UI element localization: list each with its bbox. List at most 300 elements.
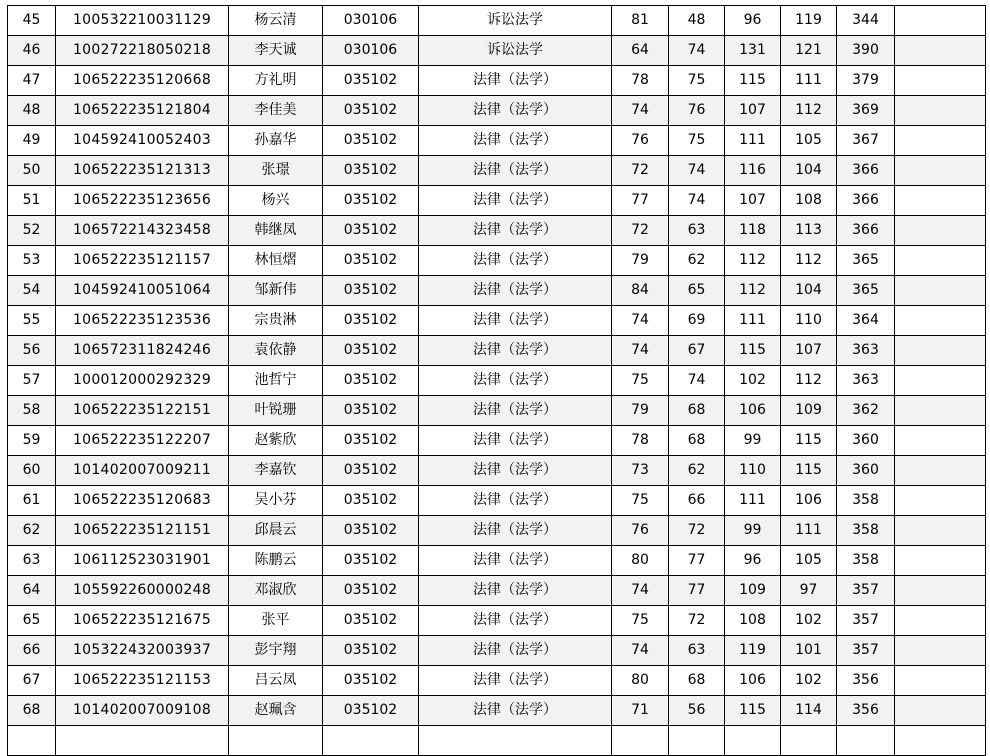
major-name-cell — [419, 726, 612, 756]
politics-score-cell: 75 — [612, 486, 669, 516]
row-index-cell: 59 — [8, 426, 56, 456]
subject-one-score-cell: 115 — [725, 336, 781, 366]
student-name-cell: 叶锐珊 — [229, 396, 323, 426]
foreign-language-score-cell: 65 — [669, 276, 725, 306]
major-name-cell: 法律（法学） — [419, 696, 612, 726]
total-score-cell: 358 — [837, 546, 895, 576]
politics-score-cell: 77 — [612, 186, 669, 216]
row-index-cell: 60 — [8, 456, 56, 486]
total-score-cell: 356 — [837, 696, 895, 726]
row-index-cell: 52 — [8, 216, 56, 246]
student-name-cell: 赵紫欣 — [229, 426, 323, 456]
student-name-cell: 袁依静 — [229, 336, 323, 366]
subject-two-score-cell: 104 — [781, 276, 837, 306]
politics-score-cell: 79 — [612, 246, 669, 276]
row-index-cell: 50 — [8, 156, 56, 186]
major-code-cell: 035102 — [323, 606, 419, 636]
foreign-language-score-cell: 62 — [669, 456, 725, 486]
major-code-cell: 035102 — [323, 96, 419, 126]
table-row — [8, 726, 986, 756]
student-name-cell: 吴小芬 — [229, 486, 323, 516]
remark-cell — [895, 246, 986, 276]
subject-one-score-cell: 106 — [725, 396, 781, 426]
major-name-cell: 法律（法学） — [419, 456, 612, 486]
foreign-language-score-cell: 62 — [669, 246, 725, 276]
student-name-cell: 宗贵淋 — [229, 306, 323, 336]
ticket-number-cell: 105322432003937 — [56, 636, 229, 666]
student-name-cell: 杨兴 — [229, 186, 323, 216]
remark-cell — [895, 216, 986, 246]
total-score-cell — [837, 726, 895, 756]
politics-score-cell: 76 — [612, 126, 669, 156]
row-index-cell: 63 — [8, 546, 56, 576]
table-row — [8, 96, 986, 126]
major-name-cell: 法律（法学） — [419, 636, 612, 666]
major-name-cell: 法律（法学） — [419, 426, 612, 456]
foreign-language-score-cell: 66 — [669, 486, 725, 516]
major-code-cell: 035102 — [323, 426, 419, 456]
subject-two-score-cell: 115 — [781, 456, 837, 486]
student-name-cell: 赵珮含 — [229, 696, 323, 726]
subject-one-score-cell: 106 — [725, 666, 781, 696]
major-name-cell: 法律（法学） — [419, 606, 612, 636]
foreign-language-score-cell: 74 — [669, 36, 725, 66]
major-code-cell: 035102 — [323, 486, 419, 516]
ticket-number-cell: 106522235120668 — [56, 66, 229, 96]
major-code-cell: 035102 — [323, 516, 419, 546]
ticket-number-cell: 106522235121675 — [56, 606, 229, 636]
major-name-cell: 法律（法学） — [419, 246, 612, 276]
politics-score-cell: 64 — [612, 36, 669, 66]
major-name-cell: 法律（法学） — [419, 486, 612, 516]
table-row — [8, 456, 986, 486]
table-row — [8, 516, 986, 546]
major-code-cell: 030106 — [323, 6, 419, 36]
ticket-number-cell: 104592410052403 — [56, 126, 229, 156]
student-name-cell: 张璟 — [229, 156, 323, 186]
major-code-cell: 035102 — [323, 396, 419, 426]
total-score-cell: 366 — [837, 216, 895, 246]
foreign-language-score-cell: 74 — [669, 186, 725, 216]
remark-cell — [895, 546, 986, 576]
subject-two-score-cell: 101 — [781, 636, 837, 666]
foreign-language-score-cell: 69 — [669, 306, 725, 336]
student-name-cell: 吕云凤 — [229, 666, 323, 696]
ticket-number-cell: 106522235121151 — [56, 516, 229, 546]
subject-two-score-cell: 107 — [781, 336, 837, 366]
student-name-cell: 彭宇翔 — [229, 636, 323, 666]
politics-score-cell: 75 — [612, 606, 669, 636]
table-row — [8, 66, 986, 96]
subject-one-score-cell: 112 — [725, 246, 781, 276]
subject-one-score-cell: 112 — [725, 276, 781, 306]
politics-score-cell: 84 — [612, 276, 669, 306]
major-code-cell: 035102 — [323, 456, 419, 486]
ticket-number-cell: 106522235123656 — [56, 186, 229, 216]
foreign-language-score-cell: 72 — [669, 516, 725, 546]
foreign-language-score-cell: 74 — [669, 156, 725, 186]
foreign-language-score-cell: 68 — [669, 426, 725, 456]
major-name-cell: 法律（法学） — [419, 336, 612, 366]
subject-one-score-cell: 111 — [725, 126, 781, 156]
foreign-language-score-cell: 76 — [669, 96, 725, 126]
subject-two-score-cell: 102 — [781, 666, 837, 696]
subject-two-score-cell: 104 — [781, 156, 837, 186]
major-code-cell: 035102 — [323, 306, 419, 336]
total-score-cell: 366 — [837, 186, 895, 216]
foreign-language-score-cell: 77 — [669, 546, 725, 576]
foreign-language-score-cell: 74 — [669, 366, 725, 396]
row-index-cell: 64 — [8, 576, 56, 606]
remark-cell — [895, 606, 986, 636]
politics-score-cell: 74 — [612, 306, 669, 336]
subject-one-score-cell: 110 — [725, 456, 781, 486]
politics-score-cell: 78 — [612, 426, 669, 456]
remark-cell — [895, 696, 986, 726]
major-code-cell: 030106 — [323, 36, 419, 66]
politics-score-cell: 79 — [612, 396, 669, 426]
politics-score-cell: 74 — [612, 576, 669, 606]
total-score-cell: 365 — [837, 276, 895, 306]
major-name-cell: 法律（法学） — [419, 396, 612, 426]
remark-cell — [895, 36, 986, 66]
remark-cell — [895, 66, 986, 96]
politics-score-cell: 78 — [612, 66, 669, 96]
total-score-cell: 390 — [837, 36, 895, 66]
remark-cell — [895, 6, 986, 36]
row-index-cell: 48 — [8, 96, 56, 126]
foreign-language-score-cell: 63 — [669, 636, 725, 666]
row-index-cell: 51 — [8, 186, 56, 216]
politics-score-cell: 80 — [612, 546, 669, 576]
major-name-cell: 法律（法学） — [419, 96, 612, 126]
ticket-number-cell: 106522235120683 — [56, 486, 229, 516]
major-name-cell: 法律（法学） — [419, 66, 612, 96]
remark-cell — [895, 636, 986, 666]
subject-two-score-cell: 102 — [781, 606, 837, 636]
ticket-number-cell: 106522235121157 — [56, 246, 229, 276]
table-row — [8, 606, 986, 636]
major-name-cell: 法律（法学） — [419, 546, 612, 576]
table-row — [8, 36, 986, 66]
student-name-cell: 邱晨云 — [229, 516, 323, 546]
politics-score-cell: 72 — [612, 216, 669, 246]
subject-one-score-cell: 99 — [725, 426, 781, 456]
ticket-number-cell: 106522235122151 — [56, 396, 229, 426]
student-name-cell: 张平 — [229, 606, 323, 636]
major-code-cell: 035102 — [323, 216, 419, 246]
total-score-cell: 363 — [837, 366, 895, 396]
foreign-language-score-cell: 67 — [669, 336, 725, 366]
subject-two-score-cell: 115 — [781, 426, 837, 456]
table-row — [8, 696, 986, 726]
subject-two-score-cell: 97 — [781, 576, 837, 606]
remark-cell — [895, 306, 986, 336]
ticket-number-cell: 106522235121153 — [56, 666, 229, 696]
major-code-cell: 035102 — [323, 156, 419, 186]
subject-one-score-cell: 111 — [725, 306, 781, 336]
row-index-cell: 61 — [8, 486, 56, 516]
politics-score-cell: 76 — [612, 516, 669, 546]
subject-one-score-cell — [725, 726, 781, 756]
subject-two-score-cell: 106 — [781, 486, 837, 516]
ticket-number-cell: 100012000292329 — [56, 366, 229, 396]
total-score-cell: 358 — [837, 516, 895, 546]
remark-cell — [895, 426, 986, 456]
subject-two-score-cell: 112 — [781, 96, 837, 126]
table-row — [8, 306, 986, 336]
student-name-cell: 杨云清 — [229, 6, 323, 36]
table-row — [8, 366, 986, 396]
major-name-cell: 法律（法学） — [419, 126, 612, 156]
table-row — [8, 336, 986, 366]
major-name-cell: 法律（法学） — [419, 216, 612, 246]
subject-two-score-cell: 108 — [781, 186, 837, 216]
foreign-language-score-cell: 75 — [669, 66, 725, 96]
subject-two-score-cell: 112 — [781, 366, 837, 396]
major-name-cell: 法律（法学） — [419, 516, 612, 546]
remark-cell — [895, 666, 986, 696]
student-name-cell: 邹新伟 — [229, 276, 323, 306]
total-score-cell: 362 — [837, 396, 895, 426]
total-score-cell: 363 — [837, 336, 895, 366]
politics-score-cell: 74 — [612, 636, 669, 666]
subject-two-score-cell: 105 — [781, 546, 837, 576]
table-row — [8, 246, 986, 276]
student-name-cell: 孙嘉华 — [229, 126, 323, 156]
ticket-number-cell: 100272218050218 — [56, 36, 229, 66]
table-row — [8, 486, 986, 516]
total-score-cell: 360 — [837, 426, 895, 456]
row-index-cell: 65 — [8, 606, 56, 636]
table-row — [8, 396, 986, 426]
remark-cell — [895, 486, 986, 516]
major-code-cell: 035102 — [323, 366, 419, 396]
subject-one-score-cell: 115 — [725, 66, 781, 96]
row-index-cell: 67 — [8, 666, 56, 696]
foreign-language-score-cell: 56 — [669, 696, 725, 726]
major-code-cell: 035102 — [323, 186, 419, 216]
table-row — [8, 426, 986, 456]
foreign-language-score-cell: 68 — [669, 396, 725, 426]
foreign-language-score-cell — [669, 726, 725, 756]
ticket-number-cell: 101402007009108 — [56, 696, 229, 726]
subject-one-score-cell: 108 — [725, 606, 781, 636]
ticket-number-cell: 104592410051064 — [56, 276, 229, 306]
student-name-cell: 邓淑欣 — [229, 576, 323, 606]
ticket-number-cell: 106522235121804 — [56, 96, 229, 126]
politics-score-cell: 75 — [612, 366, 669, 396]
foreign-language-score-cell: 63 — [669, 216, 725, 246]
total-score-cell: 344 — [837, 6, 895, 36]
row-index-cell — [8, 726, 56, 756]
subject-one-score-cell: 111 — [725, 486, 781, 516]
row-index-cell: 49 — [8, 126, 56, 156]
subject-two-score-cell: 111 — [781, 66, 837, 96]
politics-score-cell: 73 — [612, 456, 669, 486]
foreign-language-score-cell: 68 — [669, 666, 725, 696]
subject-two-score-cell: 112 — [781, 246, 837, 276]
politics-score-cell — [612, 726, 669, 756]
politics-score-cell: 71 — [612, 696, 669, 726]
student-name-cell: 李天诚 — [229, 36, 323, 66]
row-index-cell: 58 — [8, 396, 56, 426]
total-score-cell: 357 — [837, 576, 895, 606]
subject-one-score-cell: 109 — [725, 576, 781, 606]
subject-two-score-cell: 113 — [781, 216, 837, 246]
subject-one-score-cell: 99 — [725, 516, 781, 546]
remark-cell — [895, 726, 986, 756]
table-row — [8, 576, 986, 606]
table-row — [8, 126, 986, 156]
ticket-number-cell: 106572214323458 — [56, 216, 229, 246]
subject-two-score-cell: 114 — [781, 696, 837, 726]
major-code-cell: 035102 — [323, 246, 419, 276]
remark-cell — [895, 576, 986, 606]
major-name-cell: 诉讼法学 — [419, 36, 612, 66]
remark-cell — [895, 126, 986, 156]
politics-score-cell: 81 — [612, 6, 669, 36]
subject-one-score-cell: 107 — [725, 186, 781, 216]
student-name-cell: 池哲宁 — [229, 366, 323, 396]
total-score-cell: 379 — [837, 66, 895, 96]
table-row — [8, 186, 986, 216]
ticket-number-cell: 106522235123536 — [56, 306, 229, 336]
row-index-cell: 55 — [8, 306, 56, 336]
student-name-cell: 林恒熠 — [229, 246, 323, 276]
ticket-number-cell — [56, 726, 229, 756]
total-score-cell: 357 — [837, 606, 895, 636]
ticket-number-cell: 106572311824246 — [56, 336, 229, 366]
remark-cell — [895, 186, 986, 216]
remark-cell — [895, 516, 986, 546]
subject-two-score-cell: 121 — [781, 36, 837, 66]
major-name-cell: 法律（法学） — [419, 576, 612, 606]
table-row — [8, 6, 986, 36]
remark-cell — [895, 396, 986, 426]
student-name-cell: 陈鹏云 — [229, 546, 323, 576]
table-row — [8, 156, 986, 186]
major-code-cell: 035102 — [323, 636, 419, 666]
foreign-language-score-cell: 75 — [669, 126, 725, 156]
foreign-language-score-cell: 77 — [669, 576, 725, 606]
student-name-cell: 韩继凤 — [229, 216, 323, 246]
table-row — [8, 666, 986, 696]
ticket-number-cell: 101402007009211 — [56, 456, 229, 486]
politics-score-cell: 72 — [612, 156, 669, 186]
major-code-cell: 035102 — [323, 666, 419, 696]
row-index-cell: 66 — [8, 636, 56, 666]
row-index-cell: 57 — [8, 366, 56, 396]
total-score-cell: 367 — [837, 126, 895, 156]
row-index-cell: 53 — [8, 246, 56, 276]
subject-two-score-cell — [781, 726, 837, 756]
total-score-cell: 356 — [837, 666, 895, 696]
total-score-cell: 358 — [837, 486, 895, 516]
major-code-cell: 035102 — [323, 66, 419, 96]
subject-one-score-cell: 118 — [725, 216, 781, 246]
subject-one-score-cell: 115 — [725, 696, 781, 726]
student-name-cell: 李佳美 — [229, 96, 323, 126]
major-code-cell: 035102 — [323, 546, 419, 576]
major-name-cell: 诉讼法学 — [419, 6, 612, 36]
remark-cell — [895, 336, 986, 366]
remark-cell — [895, 456, 986, 486]
major-name-cell: 法律（法学） — [419, 276, 612, 306]
row-index-cell: 62 — [8, 516, 56, 546]
foreign-language-score-cell: 48 — [669, 6, 725, 36]
major-code-cell — [323, 726, 419, 756]
row-index-cell: 68 — [8, 696, 56, 726]
subject-two-score-cell: 109 — [781, 396, 837, 426]
subject-two-score-cell: 119 — [781, 6, 837, 36]
subject-one-score-cell: 96 — [725, 6, 781, 36]
row-index-cell: 46 — [8, 36, 56, 66]
remark-cell — [895, 96, 986, 126]
student-name-cell: 方礼明 — [229, 66, 323, 96]
row-index-cell: 45 — [8, 6, 56, 36]
major-name-cell: 法律（法学） — [419, 366, 612, 396]
politics-score-cell: 74 — [612, 336, 669, 366]
foreign-language-score-cell: 72 — [669, 606, 725, 636]
subject-one-score-cell: 96 — [725, 546, 781, 576]
subject-two-score-cell: 110 — [781, 306, 837, 336]
table-row — [8, 216, 986, 246]
major-code-cell: 035102 — [323, 276, 419, 306]
major-code-cell: 035102 — [323, 126, 419, 156]
major-code-cell: 035102 — [323, 336, 419, 366]
subject-one-score-cell: 119 — [725, 636, 781, 666]
subject-one-score-cell: 116 — [725, 156, 781, 186]
subject-one-score-cell: 107 — [725, 96, 781, 126]
total-score-cell: 357 — [837, 636, 895, 666]
score-table — [7, 5, 986, 756]
ticket-number-cell: 106522235121313 — [56, 156, 229, 186]
table-row — [8, 546, 986, 576]
major-code-cell: 035102 — [323, 576, 419, 606]
ticket-number-cell: 100532210031129 — [56, 6, 229, 36]
major-name-cell: 法律（法学） — [419, 186, 612, 216]
ticket-number-cell: 106522235122207 — [56, 426, 229, 456]
total-score-cell: 360 — [837, 456, 895, 486]
row-index-cell: 56 — [8, 336, 56, 366]
politics-score-cell: 80 — [612, 666, 669, 696]
major-name-cell: 法律（法学） — [419, 306, 612, 336]
remark-cell — [895, 366, 986, 396]
total-score-cell: 365 — [837, 246, 895, 276]
student-name-cell: 李嘉钦 — [229, 456, 323, 486]
score-table-body — [8, 6, 986, 756]
major-code-cell: 035102 — [323, 696, 419, 726]
row-index-cell: 54 — [8, 276, 56, 306]
total-score-cell: 369 — [837, 96, 895, 126]
remark-cell — [895, 276, 986, 306]
subject-one-score-cell: 131 — [725, 36, 781, 66]
total-score-cell: 366 — [837, 156, 895, 186]
major-name-cell: 法律（法学） — [419, 666, 612, 696]
subject-two-score-cell: 111 — [781, 516, 837, 546]
table-row — [8, 276, 986, 306]
ticket-number-cell: 106112523031901 — [56, 546, 229, 576]
table-row — [8, 636, 986, 666]
total-score-cell: 364 — [837, 306, 895, 336]
student-name-cell — [229, 726, 323, 756]
subject-one-score-cell: 102 — [725, 366, 781, 396]
row-index-cell: 47 — [8, 66, 56, 96]
politics-score-cell: 74 — [612, 96, 669, 126]
remark-cell — [895, 156, 986, 186]
subject-two-score-cell: 105 — [781, 126, 837, 156]
